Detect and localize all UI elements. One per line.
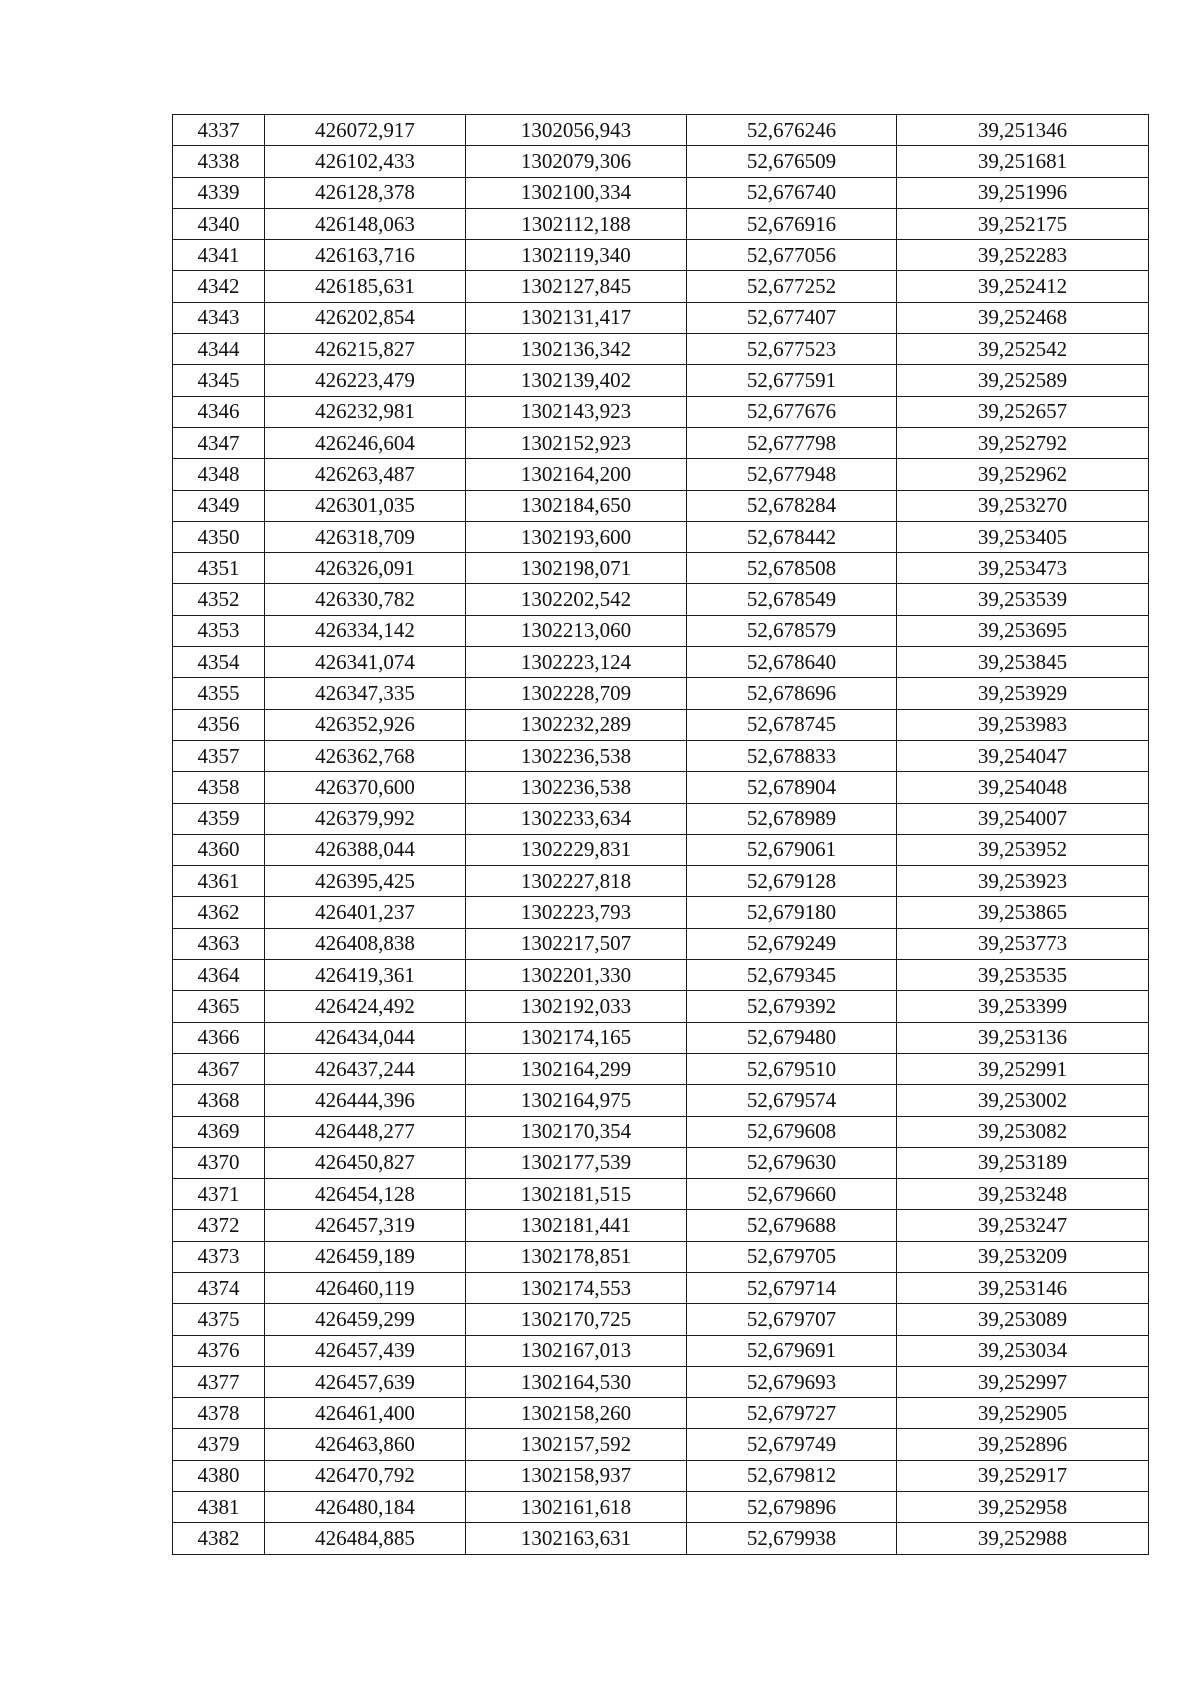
- table-row: [173, 615, 1149, 646]
- y-coordinate-cell: 1302143,923: [466, 396, 687, 427]
- longitude-cell: 39,252997: [897, 1366, 1149, 1397]
- y-coordinate-cell: 1302213,060: [466, 615, 687, 646]
- longitude-cell: 39,253865: [897, 897, 1149, 928]
- x-coordinate-cell: 426424,492: [265, 991, 466, 1022]
- latitude-cell: 52,679480: [687, 1022, 897, 1053]
- point-number-cell: 4377: [173, 1366, 265, 1397]
- table-row: [173, 459, 1149, 490]
- point-number-cell: 4347: [173, 427, 265, 458]
- table-row: [173, 678, 1149, 709]
- latitude-cell: 52,677407: [687, 302, 897, 333]
- y-coordinate-cell: 1302184,650: [466, 490, 687, 521]
- latitude-cell: 52,679707: [687, 1304, 897, 1335]
- point-number-cell: 4361: [173, 866, 265, 897]
- table-row: [173, 1366, 1149, 1397]
- x-coordinate-cell: 426246,604: [265, 427, 466, 458]
- table-row: [173, 647, 1149, 678]
- point-number-cell: 4350: [173, 521, 265, 552]
- table-row: [173, 553, 1149, 584]
- y-coordinate-cell: 1302178,851: [466, 1241, 687, 1272]
- table-row: [173, 1147, 1149, 1178]
- point-number-cell: 4380: [173, 1460, 265, 1491]
- latitude-cell: 52,677798: [687, 427, 897, 458]
- latitude-cell: 52,679180: [687, 897, 897, 928]
- point-number-cell: 4355: [173, 678, 265, 709]
- table-row: [173, 1022, 1149, 1053]
- y-coordinate-cell: 1302201,330: [466, 960, 687, 991]
- latitude-cell: 52,679896: [687, 1492, 897, 1523]
- latitude-cell: 52,679691: [687, 1335, 897, 1366]
- x-coordinate-cell: 426444,396: [265, 1085, 466, 1116]
- x-coordinate-cell: 426457,439: [265, 1335, 466, 1366]
- latitude-cell: 52,679705: [687, 1241, 897, 1272]
- latitude-cell: 52,679938: [687, 1523, 897, 1554]
- longitude-cell: 39,253247: [897, 1210, 1149, 1241]
- point-number-cell: 4337: [173, 115, 265, 146]
- latitude-cell: 52,679608: [687, 1116, 897, 1147]
- latitude-cell: 52,676916: [687, 208, 897, 239]
- longitude-cell: 39,253082: [897, 1116, 1149, 1147]
- x-coordinate-cell: 426457,319: [265, 1210, 466, 1241]
- x-coordinate-cell: 426202,854: [265, 302, 466, 333]
- latitude-cell: 52,678508: [687, 553, 897, 584]
- x-coordinate-cell: 426326,091: [265, 553, 466, 584]
- y-coordinate-cell: 1302170,354: [466, 1116, 687, 1147]
- y-coordinate-cell: 1302227,818: [466, 866, 687, 897]
- y-coordinate-cell: 1302236,538: [466, 740, 687, 771]
- point-number-cell: 4341: [173, 240, 265, 271]
- x-coordinate-cell: 426330,782: [265, 584, 466, 615]
- longitude-cell: 39,254007: [897, 803, 1149, 834]
- longitude-cell: 39,252175: [897, 208, 1149, 239]
- table-row: [173, 1241, 1149, 1272]
- point-number-cell: 4371: [173, 1179, 265, 1210]
- latitude-cell: 52,679714: [687, 1272, 897, 1303]
- table-row: [173, 208, 1149, 239]
- point-number-cell: 4379: [173, 1429, 265, 1460]
- longitude-cell: 39,253034: [897, 1335, 1149, 1366]
- latitude-cell: 52,676246: [687, 115, 897, 146]
- longitude-cell: 39,252896: [897, 1429, 1149, 1460]
- point-number-cell: 4338: [173, 146, 265, 177]
- longitude-cell: 39,253136: [897, 1022, 1149, 1053]
- x-coordinate-cell: 426223,479: [265, 365, 466, 396]
- latitude-cell: 52,678989: [687, 803, 897, 834]
- y-coordinate-cell: 1302161,618: [466, 1492, 687, 1523]
- table-row: [173, 772, 1149, 803]
- point-number-cell: 4376: [173, 1335, 265, 1366]
- table-row: [173, 365, 1149, 396]
- y-coordinate-cell: 1302131,417: [466, 302, 687, 333]
- longitude-cell: 39,252991: [897, 1053, 1149, 1084]
- y-coordinate-cell: 1302158,937: [466, 1460, 687, 1491]
- longitude-cell: 39,253146: [897, 1272, 1149, 1303]
- y-coordinate-cell: 1302152,923: [466, 427, 687, 458]
- point-number-cell: 4382: [173, 1523, 265, 1554]
- longitude-cell: 39,253773: [897, 928, 1149, 959]
- latitude-cell: 52,679128: [687, 866, 897, 897]
- table-row: [173, 960, 1149, 991]
- longitude-cell: 39,254048: [897, 772, 1149, 803]
- table-row: [173, 427, 1149, 458]
- longitude-cell: 39,253189: [897, 1147, 1149, 1178]
- table-row: [173, 1429, 1149, 1460]
- table-row: [173, 334, 1149, 365]
- x-coordinate-cell: 426102,433: [265, 146, 466, 177]
- point-number-cell: 4349: [173, 490, 265, 521]
- longitude-cell: 39,252589: [897, 365, 1149, 396]
- latitude-cell: 52,679749: [687, 1429, 897, 1460]
- y-coordinate-cell: 1302164,975: [466, 1085, 687, 1116]
- point-number-cell: 4360: [173, 834, 265, 865]
- point-number-cell: 4339: [173, 177, 265, 208]
- y-coordinate-cell: 1302198,071: [466, 553, 687, 584]
- latitude-cell: 52,679727: [687, 1398, 897, 1429]
- table-row: [173, 396, 1149, 427]
- table-row: [173, 521, 1149, 552]
- latitude-cell: 52,679630: [687, 1147, 897, 1178]
- table-row: [173, 866, 1149, 897]
- y-coordinate-cell: 1302174,553: [466, 1272, 687, 1303]
- y-coordinate-cell: 1302170,725: [466, 1304, 687, 1335]
- y-coordinate-cell: 1302202,542: [466, 584, 687, 615]
- table-row: [173, 803, 1149, 834]
- longitude-cell: 39,252792: [897, 427, 1149, 458]
- longitude-cell: 39,252958: [897, 1492, 1149, 1523]
- table-row: [173, 1085, 1149, 1116]
- longitude-cell: 39,252917: [897, 1460, 1149, 1491]
- latitude-cell: 52,679574: [687, 1085, 897, 1116]
- table-row: [173, 490, 1149, 521]
- point-number-cell: 4374: [173, 1272, 265, 1303]
- table-row: [173, 1523, 1149, 1554]
- y-coordinate-cell: 1302181,441: [466, 1210, 687, 1241]
- x-coordinate-cell: 426263,487: [265, 459, 466, 490]
- x-coordinate-cell: 426463,860: [265, 1429, 466, 1460]
- x-coordinate-cell: 426470,792: [265, 1460, 466, 1491]
- longitude-cell: 39,253535: [897, 960, 1149, 991]
- latitude-cell: 52,677591: [687, 365, 897, 396]
- y-coordinate-cell: 1302164,200: [466, 459, 687, 490]
- x-coordinate-cell: 426301,035: [265, 490, 466, 521]
- x-coordinate-cell: 426457,639: [265, 1366, 466, 1397]
- latitude-cell: 52,677056: [687, 240, 897, 271]
- point-number-cell: 4362: [173, 897, 265, 928]
- y-coordinate-cell: 1302164,530: [466, 1366, 687, 1397]
- longitude-cell: 39,253695: [897, 615, 1149, 646]
- x-coordinate-cell: 426459,299: [265, 1304, 466, 1335]
- x-coordinate-cell: 426450,827: [265, 1147, 466, 1178]
- table-row: [173, 709, 1149, 740]
- coordinates-table-body: [173, 115, 1149, 1555]
- longitude-cell: 39,253539: [897, 584, 1149, 615]
- table-row: [173, 834, 1149, 865]
- point-number-cell: 4381: [173, 1492, 265, 1523]
- longitude-cell: 39,253089: [897, 1304, 1149, 1335]
- x-coordinate-cell: 426408,838: [265, 928, 466, 959]
- point-number-cell: 4359: [173, 803, 265, 834]
- y-coordinate-cell: 1302193,600: [466, 521, 687, 552]
- point-number-cell: 4340: [173, 208, 265, 239]
- table-row: [173, 271, 1149, 302]
- longitude-cell: 39,252988: [897, 1523, 1149, 1554]
- longitude-cell: 39,253209: [897, 1241, 1149, 1272]
- latitude-cell: 52,676509: [687, 146, 897, 177]
- y-coordinate-cell: 1302112,188: [466, 208, 687, 239]
- latitude-cell: 52,679345: [687, 960, 897, 991]
- point-number-cell: 4354: [173, 647, 265, 678]
- latitude-cell: 52,678904: [687, 772, 897, 803]
- y-coordinate-cell: 1302229,831: [466, 834, 687, 865]
- table-row: [173, 302, 1149, 333]
- point-number-cell: 4356: [173, 709, 265, 740]
- y-coordinate-cell: 1302167,013: [466, 1335, 687, 1366]
- point-number-cell: 4373: [173, 1241, 265, 1272]
- point-number-cell: 4342: [173, 271, 265, 302]
- table-row: [173, 1210, 1149, 1241]
- y-coordinate-cell: 1302139,402: [466, 365, 687, 396]
- y-coordinate-cell: 1302236,538: [466, 772, 687, 803]
- latitude-cell: 52,678284: [687, 490, 897, 521]
- x-coordinate-cell: 426215,827: [265, 334, 466, 365]
- point-number-cell: 4367: [173, 1053, 265, 1084]
- x-coordinate-cell: 426388,044: [265, 834, 466, 865]
- y-coordinate-cell: 1302228,709: [466, 678, 687, 709]
- y-coordinate-cell: 1302174,165: [466, 1022, 687, 1053]
- table-row: [173, 1272, 1149, 1303]
- x-coordinate-cell: 426163,716: [265, 240, 466, 271]
- x-coordinate-cell: 426379,992: [265, 803, 466, 834]
- point-number-cell: 4357: [173, 740, 265, 771]
- point-number-cell: 4372: [173, 1210, 265, 1241]
- point-number-cell: 4348: [173, 459, 265, 490]
- x-coordinate-cell: 426370,600: [265, 772, 466, 803]
- latitude-cell: 52,679249: [687, 928, 897, 959]
- latitude-cell: 52,679812: [687, 1460, 897, 1491]
- latitude-cell: 52,676740: [687, 177, 897, 208]
- point-number-cell: 4369: [173, 1116, 265, 1147]
- coordinates-table: [172, 114, 1149, 1555]
- y-coordinate-cell: 1302192,033: [466, 991, 687, 1022]
- table-row: [173, 1053, 1149, 1084]
- longitude-cell: 39,253270: [897, 490, 1149, 521]
- latitude-cell: 52,678549: [687, 584, 897, 615]
- y-coordinate-cell: 1302232,289: [466, 709, 687, 740]
- point-number-cell: 4378: [173, 1398, 265, 1429]
- x-coordinate-cell: 426461,400: [265, 1398, 466, 1429]
- table-row: [173, 146, 1149, 177]
- longitude-cell: 39,254047: [897, 740, 1149, 771]
- x-coordinate-cell: 426341,074: [265, 647, 466, 678]
- latitude-cell: 52,679392: [687, 991, 897, 1022]
- x-coordinate-cell: 426334,142: [265, 615, 466, 646]
- point-number-cell: 4375: [173, 1304, 265, 1335]
- x-coordinate-cell: 426352,926: [265, 709, 466, 740]
- longitude-cell: 39,252657: [897, 396, 1149, 427]
- y-coordinate-cell: 1302158,260: [466, 1398, 687, 1429]
- point-number-cell: 4346: [173, 396, 265, 427]
- longitude-cell: 39,253923: [897, 866, 1149, 897]
- point-number-cell: 4364: [173, 960, 265, 991]
- table-row: [173, 1179, 1149, 1210]
- latitude-cell: 52,678442: [687, 521, 897, 552]
- table-row: [173, 115, 1149, 146]
- longitude-cell: 39,251346: [897, 115, 1149, 146]
- y-coordinate-cell: 1302127,845: [466, 271, 687, 302]
- y-coordinate-cell: 1302223,793: [466, 897, 687, 928]
- longitude-cell: 39,252412: [897, 271, 1149, 302]
- y-coordinate-cell: 1302100,334: [466, 177, 687, 208]
- y-coordinate-cell: 1302223,124: [466, 647, 687, 678]
- latitude-cell: 52,678745: [687, 709, 897, 740]
- point-number-cell: 4344: [173, 334, 265, 365]
- latitude-cell: 52,679510: [687, 1053, 897, 1084]
- longitude-cell: 39,251996: [897, 177, 1149, 208]
- y-coordinate-cell: 1302164,299: [466, 1053, 687, 1084]
- table-row: [173, 584, 1149, 615]
- x-coordinate-cell: 426484,885: [265, 1523, 466, 1554]
- point-number-cell: 4351: [173, 553, 265, 584]
- table-row: [173, 1460, 1149, 1491]
- x-coordinate-cell: 426395,425: [265, 866, 466, 897]
- point-number-cell: 4363: [173, 928, 265, 959]
- x-coordinate-cell: 426437,244: [265, 1053, 466, 1084]
- latitude-cell: 52,679693: [687, 1366, 897, 1397]
- point-number-cell: 4345: [173, 365, 265, 396]
- y-coordinate-cell: 1302157,592: [466, 1429, 687, 1460]
- table-row: [173, 991, 1149, 1022]
- point-number-cell: 4370: [173, 1147, 265, 1178]
- longitude-cell: 39,252542: [897, 334, 1149, 365]
- longitude-cell: 39,253002: [897, 1085, 1149, 1116]
- x-coordinate-cell: 426448,277: [265, 1116, 466, 1147]
- longitude-cell: 39,252962: [897, 459, 1149, 490]
- x-coordinate-cell: 426232,981: [265, 396, 466, 427]
- latitude-cell: 52,677948: [687, 459, 897, 490]
- table-row: [173, 177, 1149, 208]
- x-coordinate-cell: 426072,917: [265, 115, 466, 146]
- point-number-cell: 4366: [173, 1022, 265, 1053]
- x-coordinate-cell: 426459,189: [265, 1241, 466, 1272]
- x-coordinate-cell: 426362,768: [265, 740, 466, 771]
- y-coordinate-cell: 1302163,631: [466, 1523, 687, 1554]
- table-row: [173, 1304, 1149, 1335]
- x-coordinate-cell: 426128,378: [265, 177, 466, 208]
- x-coordinate-cell: 426480,184: [265, 1492, 466, 1523]
- longitude-cell: 39,253399: [897, 991, 1149, 1022]
- table-row: [173, 928, 1149, 959]
- y-coordinate-cell: 1302177,539: [466, 1147, 687, 1178]
- y-coordinate-cell: 1302181,515: [466, 1179, 687, 1210]
- latitude-cell: 52,677252: [687, 271, 897, 302]
- longitude-cell: 39,251681: [897, 146, 1149, 177]
- x-coordinate-cell: 426419,361: [265, 960, 466, 991]
- y-coordinate-cell: 1302136,342: [466, 334, 687, 365]
- longitude-cell: 39,253473: [897, 553, 1149, 584]
- point-number-cell: 4358: [173, 772, 265, 803]
- x-coordinate-cell: 426347,335: [265, 678, 466, 709]
- latitude-cell: 52,678640: [687, 647, 897, 678]
- x-coordinate-cell: 426460,119: [265, 1272, 466, 1303]
- latitude-cell: 52,677523: [687, 334, 897, 365]
- table-row: [173, 1116, 1149, 1147]
- table-row: [173, 1492, 1149, 1523]
- longitude-cell: 39,253952: [897, 834, 1149, 865]
- longitude-cell: 39,252905: [897, 1398, 1149, 1429]
- latitude-cell: 52,678833: [687, 740, 897, 771]
- y-coordinate-cell: 1302119,340: [466, 240, 687, 271]
- table-row: [173, 240, 1149, 271]
- latitude-cell: 52,678696: [687, 678, 897, 709]
- longitude-cell: 39,253983: [897, 709, 1149, 740]
- latitude-cell: 52,679660: [687, 1179, 897, 1210]
- latitude-cell: 52,678579: [687, 615, 897, 646]
- longitude-cell: 39,252468: [897, 302, 1149, 333]
- x-coordinate-cell: 426434,044: [265, 1022, 466, 1053]
- y-coordinate-cell: 1302233,634: [466, 803, 687, 834]
- longitude-cell: 39,253929: [897, 678, 1149, 709]
- point-number-cell: 4352: [173, 584, 265, 615]
- x-coordinate-cell: 426185,631: [265, 271, 466, 302]
- x-coordinate-cell: 426148,063: [265, 208, 466, 239]
- table-row: [173, 740, 1149, 771]
- x-coordinate-cell: 426454,128: [265, 1179, 466, 1210]
- y-coordinate-cell: 1302056,943: [466, 115, 687, 146]
- point-number-cell: 4365: [173, 991, 265, 1022]
- latitude-cell: 52,679061: [687, 834, 897, 865]
- table-row: [173, 1398, 1149, 1429]
- longitude-cell: 39,253845: [897, 647, 1149, 678]
- longitude-cell: 39,253405: [897, 521, 1149, 552]
- longitude-cell: 39,252283: [897, 240, 1149, 271]
- latitude-cell: 52,679688: [687, 1210, 897, 1241]
- table-row: [173, 897, 1149, 928]
- longitude-cell: 39,253248: [897, 1179, 1149, 1210]
- point-number-cell: 4368: [173, 1085, 265, 1116]
- point-number-cell: 4343: [173, 302, 265, 333]
- y-coordinate-cell: 1302217,507: [466, 928, 687, 959]
- table-row: [173, 1335, 1149, 1366]
- latitude-cell: 52,677676: [687, 396, 897, 427]
- x-coordinate-cell: 426318,709: [265, 521, 466, 552]
- x-coordinate-cell: 426401,237: [265, 897, 466, 928]
- y-coordinate-cell: 1302079,306: [466, 146, 687, 177]
- point-number-cell: 4353: [173, 615, 265, 646]
